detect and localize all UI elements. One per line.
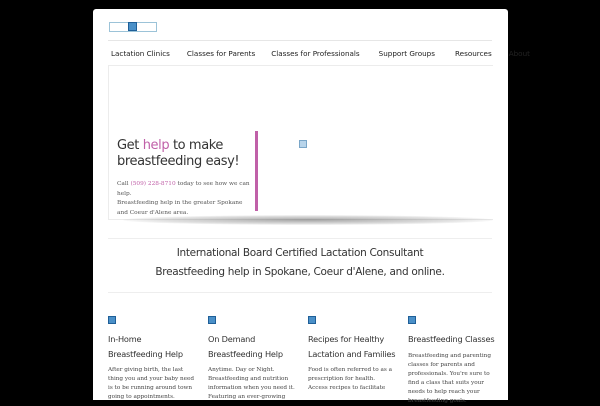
feature-image-icon — [308, 316, 316, 324]
divider-top — [108, 238, 492, 239]
feature-image-icon — [408, 316, 416, 324]
feature-image-icon — [108, 316, 116, 324]
nav-classes-for-professionals[interactable]: Classes for Professionals — [271, 48, 360, 58]
feature-title[interactable]: In-Home Breastfeeding Help — [108, 334, 183, 359]
feature-title[interactable]: On Demand Breastfeeding Help — [208, 334, 283, 359]
hero-description: Call (509) 228-8710 today to see how we can help. Breastfeeding help in the greater Spokane and Coeur d'Alene area. — [117, 181, 250, 216]
page-container — [93, 9, 530, 404]
site-logo[interactable] — [109, 22, 157, 32]
feature-title[interactable]: Recipes for Healthy Lactation and Families — [308, 334, 396, 359]
feature-text: Food is often referred to as a prescription for health. Access recipes to facilitate — [308, 367, 392, 391]
hero-title: Get help to make breastfeeding easy! — [117, 138, 240, 169]
feature-image-icon — [208, 316, 216, 324]
hero-shadow — [123, 215, 493, 225]
feature-recipes[interactable] — [308, 316, 396, 393]
feature-text: Anytime. Day or Night. Breastfeeding and nutrition information when you need it. Featuring an ever-growing — [208, 367, 295, 400]
feature-on-demand-help[interactable] — [208, 316, 296, 402]
nav-resources[interactable]: Resources — [454, 48, 492, 58]
phone-link[interactable]: (509) 228-8710 — [130, 181, 176, 187]
feature-title[interactable]: Breastfeeding Classes — [408, 334, 495, 344]
service-area-text: Breastfeeding help in the greater Spokane and Coeur d'Alene area. — [117, 200, 243, 216]
nav-about[interactable]: About — [508, 48, 530, 58]
hero-banner — [108, 65, 493, 220]
hero-image-icon — [299, 140, 307, 148]
credential-heading: International Board Certified Lactation Consultant — [176, 247, 424, 259]
feature-in-home-help[interactable] — [108, 316, 196, 402]
logo-image-icon — [128, 22, 137, 31]
hero-accent-bar — [255, 131, 258, 211]
feature-text: After giving birth, the last thing you and your baby need is to be running around town going to appointments. — [108, 367, 195, 400]
feature-breastfeeding-classes[interactable] — [408, 316, 496, 406]
feature-text: Breastfeeding and parenting classes for parents and professionals. You're sure to find a class that suits your needs to help reach your breastfeeding goals. — [408, 352, 491, 404]
nav-classes-for-parents[interactable]: Classes for Parents — [186, 48, 256, 58]
nav-lactation-clinics[interactable]: Lactation Clinics — [111, 48, 170, 58]
service-area-heading: Breastfeeding help in Spokane, Coeur d'Alene, and online. — [155, 266, 445, 278]
divider-bottom — [108, 292, 492, 293]
nav-support-groups[interactable]: Support Groups — [378, 48, 435, 58]
hero-title-highlight: help — [142, 138, 170, 153]
main-navigation — [108, 40, 530, 66]
